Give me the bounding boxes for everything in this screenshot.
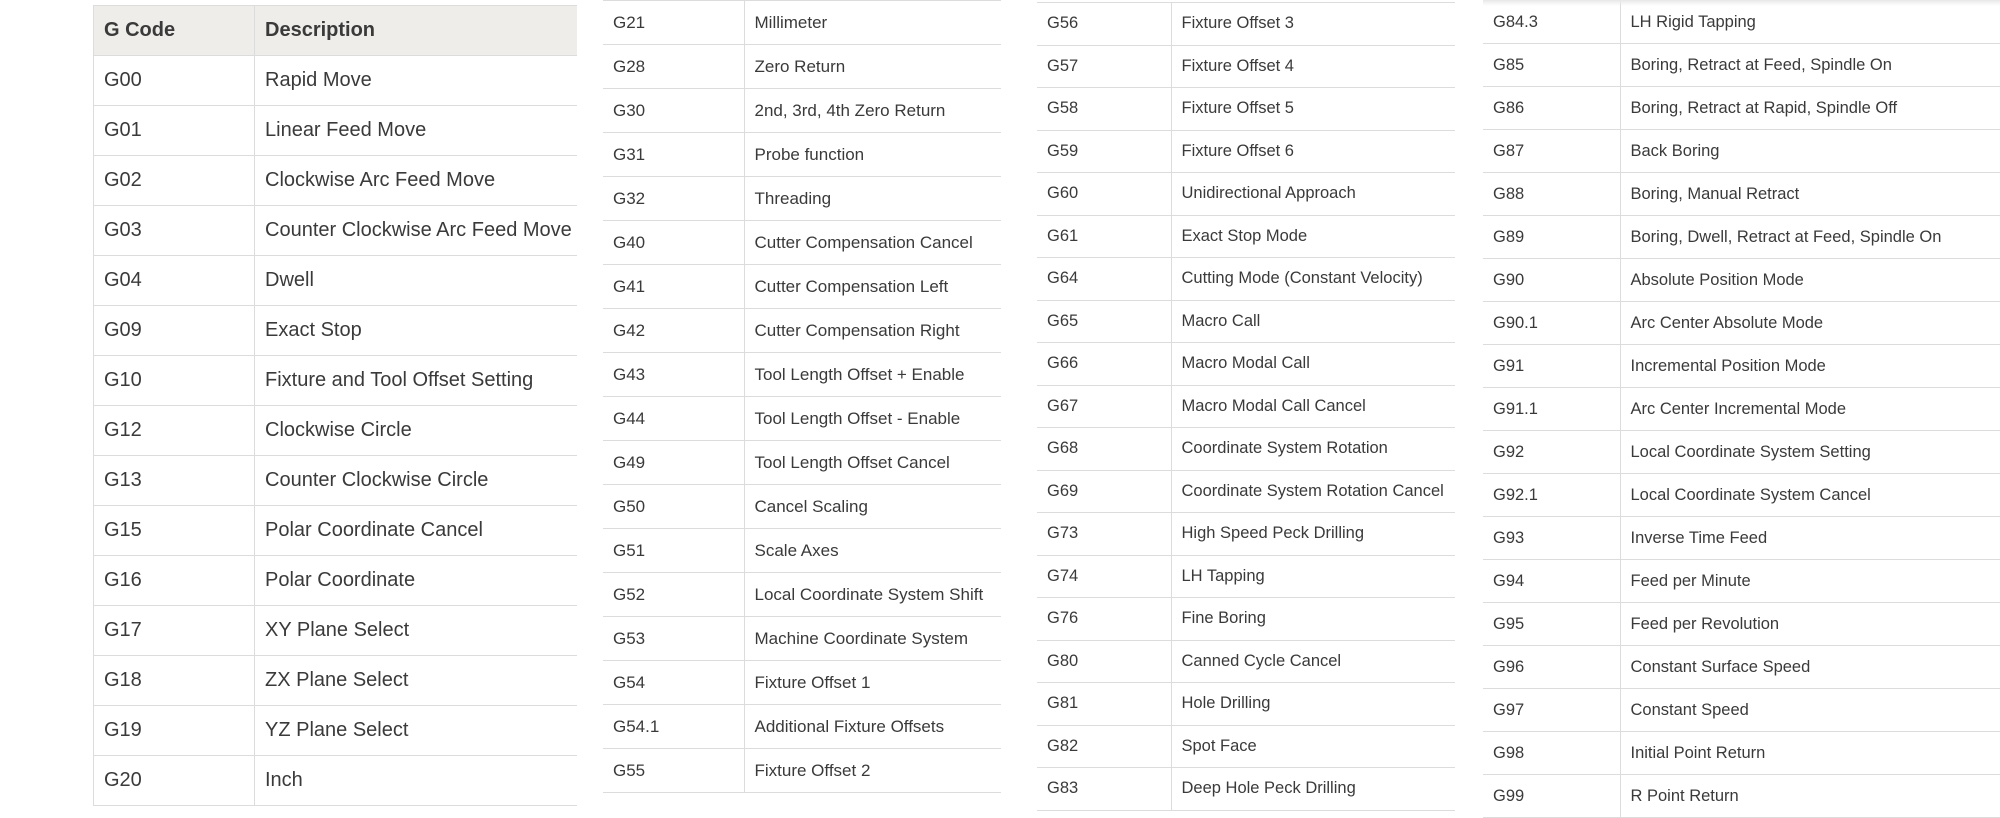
table-body [1037,3,1455,811]
table-row [94,356,578,406]
gcode-cell: G65 [1037,300,1171,343]
table-row [603,573,1001,617]
table-row [603,441,1001,485]
description-cell: Probe function [744,133,1001,177]
description-cell: Boring, Retract at Rapid, Spindle Off [1620,87,2000,130]
description-cell: Spot Face [1171,725,1455,768]
description-cell: Boring, Retract at Feed, Spindle On [1620,44,2000,87]
gcode-cell: G52 [603,573,744,617]
table-row [1483,732,2000,775]
gcode-cell: G95 [1483,603,1620,646]
gcode-cell: G49 [603,441,744,485]
table-row [1483,44,2000,87]
description-cell: Cutter Compensation Cancel [744,221,1001,265]
gcode-cell: G50 [603,485,744,529]
gcode-cell: G54.1 [603,705,744,749]
table-row [603,617,1001,661]
gcode-cell: G66 [1037,343,1171,386]
description-cell: Cutter Compensation Right [744,309,1001,353]
gcode-cell: G43 [603,353,744,397]
gcode-cell: G83 [1037,768,1171,811]
gcode-table-panel-2 [603,0,1001,793]
description-cell: Machine Coordinate System [744,617,1001,661]
description-cell: Fixture Offset 1 [744,661,1001,705]
table-header-row [94,6,578,56]
description-cell: Polar Coordinate [255,556,578,606]
description-cell: Inverse Time Feed [1620,517,2000,560]
description-cell: Feed per Minute [1620,560,2000,603]
description-cell: Dwell [255,256,578,306]
description-cell: LH Rigid Tapping [1620,1,2000,44]
table-row [1483,560,2000,603]
description-cell: Hole Drilling [1171,683,1455,726]
description-cell: Tool Length Offset - Enable [744,397,1001,441]
gcode-cell: G28 [603,45,744,89]
description-cell: LH Tapping [1171,555,1455,598]
description-cell: YZ Plane Select [255,706,578,756]
gcode-cell: G16 [94,556,255,606]
table-row [1483,173,2000,216]
table-row [603,397,1001,441]
description-cell: Clockwise Arc Feed Move [255,156,578,206]
gcode-cell: G40 [603,221,744,265]
table-row [1037,88,1455,131]
gcode-cell: G55 [603,749,744,793]
description-cell: Fixture Offset 2 [744,749,1001,793]
description-cell: Deep Hole Peck Drilling [1171,768,1455,811]
table-row [603,353,1001,397]
description-cell: Scale Axes [744,529,1001,573]
gcode-table-panel-1 [93,5,577,806]
table-row [1037,683,1455,726]
table-row [1483,775,2000,818]
gcode-cell: G41 [603,265,744,309]
gcode-cell: G68 [1037,428,1171,471]
description-cell: Threading [744,177,1001,221]
gcode-cell: G87 [1483,130,1620,173]
gcode-cell: G31 [603,133,744,177]
table-row [603,705,1001,749]
gcode-cell: G42 [603,309,744,353]
table-row [1037,215,1455,258]
table-row [1037,513,1455,556]
gcode-cell: G02 [94,156,255,206]
description-cell: Coordinate System Rotation [1171,428,1455,471]
table-row [1037,470,1455,513]
gcode-table-panel-3 [1037,2,1455,811]
gcode-cell: G21 [603,1,744,45]
gcode-cell: G59 [1037,130,1171,173]
table-row [1037,3,1455,46]
gcode-cell: G51 [603,529,744,573]
description-cell: Constant Surface Speed [1620,646,2000,689]
description-cell: Macro Call [1171,300,1455,343]
table-row [603,45,1001,89]
table-row [1037,428,1455,471]
description-cell: High Speed Peck Drilling [1171,513,1455,556]
column-header-gcode: G Code [94,6,255,56]
table-row [1483,603,2000,646]
table-row [603,529,1001,573]
gcode-cell: G98 [1483,732,1620,775]
description-cell: Millimeter [744,1,1001,45]
table-row [94,506,578,556]
description-cell: Cutter Compensation Left [744,265,1001,309]
gcode-cell: G44 [603,397,744,441]
top-shadow [1483,0,2000,6]
table-row [94,206,578,256]
table-row [603,221,1001,265]
table-row [1483,216,2000,259]
description-cell: R Point Return [1620,775,2000,818]
gcode-cell: G13 [94,456,255,506]
gcode-cell: G00 [94,56,255,106]
gcode-cell: G90.1 [1483,302,1620,345]
gcode-cell: G89 [1483,216,1620,259]
description-cell: Canned Cycle Cancel [1171,640,1455,683]
table-row [94,656,578,706]
gcode-cell: G91 [1483,345,1620,388]
gcode-cell: G10 [94,356,255,406]
gcode-cell: G01 [94,106,255,156]
description-cell: Exact Stop [255,306,578,356]
table-row [1037,343,1455,386]
table-row [603,1,1001,45]
table-body [94,56,578,806]
table-row [94,456,578,506]
table-row [1483,689,2000,732]
gcode-cell: G61 [1037,215,1171,258]
description-cell: ZX Plane Select [255,656,578,706]
table-row [94,306,578,356]
table-row [1483,87,2000,130]
description-cell: Incremental Position Mode [1620,345,2000,388]
table-row [94,56,578,106]
gcode-cell: G19 [94,706,255,756]
description-cell: Fixture and Tool Offset Setting [255,356,578,406]
description-cell: Fixture Offset 6 [1171,130,1455,173]
table-row [94,156,578,206]
description-cell: 2nd, 3rd, 4th Zero Return [744,89,1001,133]
table-row [1037,130,1455,173]
gcode-cell: G04 [94,256,255,306]
table-row [94,706,578,756]
gcode-cell: G94 [1483,560,1620,603]
table-row [1483,388,2000,431]
gcode-table [1483,0,2000,818]
table-row [1483,130,2000,173]
description-cell: Fixture Offset 3 [1171,3,1455,46]
table-row [94,256,578,306]
gcode-cell: G92.1 [1483,474,1620,517]
description-cell: Fixture Offset 4 [1171,45,1455,88]
column-header-description: Description [255,6,578,56]
gcode-cell: G03 [94,206,255,256]
description-cell: Clockwise Circle [255,406,578,456]
gcode-cell: G64 [1037,258,1171,301]
gcode-table [603,0,1001,793]
table-row [1483,431,2000,474]
table-row [1037,555,1455,598]
table-row [94,106,578,156]
description-cell: Fine Boring [1171,598,1455,641]
gcode-cell: G53 [603,617,744,661]
gcode-cell: G56 [1037,3,1171,46]
description-cell: Coordinate System Rotation Cancel [1171,470,1455,513]
description-cell: Initial Point Return [1620,732,2000,775]
gcode-cell: G58 [1037,88,1171,131]
gcode-cell: G32 [603,177,744,221]
table-row [94,406,578,456]
table-row [603,661,1001,705]
gcode-cell: G17 [94,606,255,656]
gcode-cell: G54 [603,661,744,705]
table-body [603,1,1001,793]
description-cell: Polar Coordinate Cancel [255,506,578,556]
description-cell: Cancel Scaling [744,485,1001,529]
description-cell: Counter Clockwise Circle [255,456,578,506]
table-row [1483,646,2000,689]
table-row [603,749,1001,793]
table-row [1483,259,2000,302]
gcode-cell: G15 [94,506,255,556]
description-cell: Local Coordinate System Setting [1620,431,2000,474]
table-row [1037,45,1455,88]
gcode-cell: G84.3 [1483,1,1620,44]
table-row [1483,474,2000,517]
table-row [1483,1,2000,44]
description-cell: Back Boring [1620,130,2000,173]
table-row [603,485,1001,529]
table-body [1483,1,2000,818]
table-row [603,89,1001,133]
description-cell: Arc Center Incremental Mode [1620,388,2000,431]
gcode-cell: G69 [1037,470,1171,513]
description-cell: Unidirectional Approach [1171,173,1455,216]
gcode-cell: G57 [1037,45,1171,88]
gcode-cell: G18 [94,656,255,706]
description-cell: Cutting Mode (Constant Velocity) [1171,258,1455,301]
table-row [1037,725,1455,768]
gcode-cell: G90 [1483,259,1620,302]
gcode-cell: G30 [603,89,744,133]
description-cell: Rapid Move [255,56,578,106]
table-row [1037,768,1455,811]
gcode-cell: G92 [1483,431,1620,474]
table-row [1037,173,1455,216]
table-row [1037,640,1455,683]
description-cell: Boring, Dwell, Retract at Feed, Spindle On [1620,216,2000,259]
description-cell: Tool Length Offset Cancel [744,441,1001,485]
gcode-cell: G20 [94,756,255,806]
table-row [1483,517,2000,560]
description-cell: Boring, Manual Retract [1620,173,2000,216]
gcode-table-panel-4 [1483,0,2000,818]
table-row [1483,302,2000,345]
gcode-cell: G67 [1037,385,1171,428]
description-cell: Local Coordinate System Shift [744,573,1001,617]
description-cell: Constant Speed [1620,689,2000,732]
table-row [1037,598,1455,641]
description-cell: Zero Return [744,45,1001,89]
gcode-cell: G73 [1037,513,1171,556]
table-row [603,265,1001,309]
gcode-cell: G12 [94,406,255,456]
table-row [94,556,578,606]
description-cell: Fixture Offset 5 [1171,88,1455,131]
gcode-cell: G74 [1037,555,1171,598]
gcode-table [1037,2,1455,811]
table-row [94,606,578,656]
table-row [603,177,1001,221]
gcode-cell: G97 [1483,689,1620,732]
table-row [94,756,578,806]
description-cell: Absolute Position Mode [1620,259,2000,302]
gcode-cell: G91.1 [1483,388,1620,431]
table-row [1037,385,1455,428]
gcode-cell: G99 [1483,775,1620,818]
table-row [1483,345,2000,388]
description-cell: Additional Fixture Offsets [744,705,1001,749]
description-cell: Inch [255,756,578,806]
gcode-cell: G86 [1483,87,1620,130]
table-row [1037,300,1455,343]
gcode-cell: G76 [1037,598,1171,641]
description-cell: Macro Modal Call Cancel [1171,385,1455,428]
description-cell: Linear Feed Move [255,106,578,156]
description-cell: Counter Clockwise Arc Feed Move [255,206,578,256]
gcode-cell: G96 [1483,646,1620,689]
gcode-cell: G88 [1483,173,1620,216]
description-cell: Exact Stop Mode [1171,215,1455,258]
table-row [603,133,1001,177]
gcode-cell: G09 [94,306,255,356]
table-row [603,309,1001,353]
gcode-cell: G82 [1037,725,1171,768]
description-cell: Feed per Revolution [1620,603,2000,646]
description-cell: Tool Length Offset + Enable [744,353,1001,397]
description-cell: XY Plane Select [255,606,578,656]
gcode-cell: G60 [1037,173,1171,216]
gcode-cell: G85 [1483,44,1620,87]
description-cell: Arc Center Absolute Mode [1620,302,2000,345]
gcode-cell: G81 [1037,683,1171,726]
gcode-table [93,5,577,806]
gcode-cell: G93 [1483,517,1620,560]
table-row [1037,258,1455,301]
gcode-cell: G80 [1037,640,1171,683]
description-cell: Local Coordinate System Cancel [1620,474,2000,517]
description-cell: Macro Modal Call [1171,343,1455,386]
